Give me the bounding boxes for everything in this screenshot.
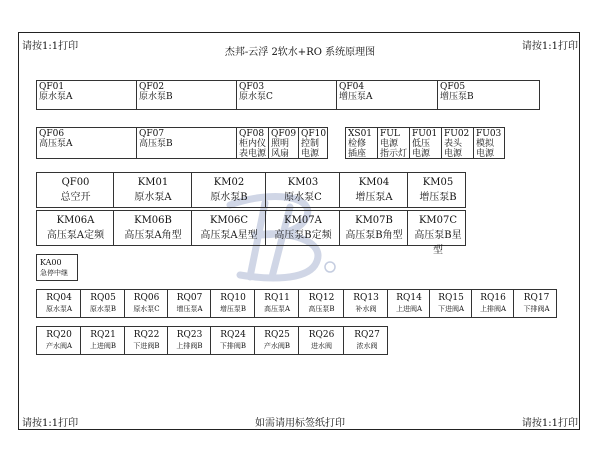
device-name-line2: 指示灯 [380, 149, 408, 159]
device-name: 高压泵B角型 [345, 230, 403, 241]
device-name: 低压 [412, 139, 431, 149]
device-code: KA00 [40, 258, 62, 267]
label-cell [408, 173, 467, 207]
label-cell [430, 290, 472, 317]
device-code: QF04 [339, 82, 365, 92]
device-code: QF03 [239, 82, 265, 92]
device-name: 原水泵A [45, 305, 73, 313]
label-cell [299, 290, 344, 317]
device-name: 增压泵A [339, 92, 373, 102]
device-code: RQ16 [480, 293, 506, 303]
label-cell [168, 290, 211, 317]
label-cell [81, 290, 125, 317]
device-code: RQ04 [46, 293, 72, 303]
device-code: RQ13 [353, 293, 379, 303]
label-cell [337, 81, 438, 109]
label-cell [114, 211, 192, 245]
label-cell [408, 211, 467, 256]
label-cell [37, 128, 137, 158]
label-cell [410, 128, 442, 158]
relay-label-ka00 [36, 254, 78, 281]
label-cell [388, 290, 430, 317]
label-cell [211, 327, 255, 354]
device-name-line2: 风扇 [271, 149, 290, 159]
device-code: RQ26 [308, 330, 335, 340]
device-name: 高压泵A角型 [124, 230, 182, 241]
label-cell [266, 173, 340, 207]
label-cell [438, 81, 541, 109]
label-cell [378, 128, 410, 158]
device-code: RQ05 [90, 293, 116, 303]
label-cell [192, 173, 266, 207]
device-code: RQ06 [133, 293, 160, 303]
device-name: 原水泵C [133, 305, 160, 313]
device-name: 高压泵B [139, 139, 173, 149]
device-code: KM06C [209, 215, 249, 226]
device-name: 原水泵C [284, 192, 322, 203]
device-name: 急停中继 [40, 269, 68, 277]
label-cell [255, 290, 299, 317]
device-code: RQ21 [90, 330, 116, 340]
device-code: RQ17 [523, 293, 550, 303]
device-code: KM04 [358, 177, 390, 188]
device-code: FU01 [412, 129, 438, 139]
label-cell [81, 327, 125, 354]
label-cell [192, 211, 266, 245]
label-cell [211, 290, 255, 317]
label-cell [299, 128, 329, 158]
device-code: RQ27 [354, 330, 380, 340]
device-name: 高压泵B [308, 305, 335, 313]
device-name: 高压泵B定频 [274, 230, 332, 241]
device-name: 上排阀B [176, 342, 203, 350]
label-cell [168, 327, 211, 354]
device-name: 原水泵A [134, 192, 172, 203]
label-cell [266, 211, 340, 245]
device-name: 高压泵A [39, 139, 73, 149]
label-cell [137, 128, 237, 158]
label-cell [299, 327, 344, 354]
device-name: 模拟 [476, 139, 495, 149]
label-cell [346, 128, 378, 158]
label-cell [344, 290, 388, 317]
device-name: 检修 [348, 139, 367, 149]
device-code: KM03 [287, 177, 319, 188]
label-cell [340, 173, 408, 207]
label-cell [340, 211, 408, 245]
device-name: 上排阀A [479, 305, 507, 313]
device-code: RQ22 [133, 330, 160, 340]
label-cell [237, 128, 269, 158]
device-name: 高压泵A定频 [46, 230, 105, 241]
device-name: 增压泵B [419, 192, 457, 203]
device-code: RQ24 [220, 330, 246, 340]
device-name: 上进阀A [395, 305, 423, 313]
label-cell [37, 211, 114, 245]
device-code: RQ25 [264, 330, 290, 340]
device-code: KM06B [134, 215, 172, 226]
device-name-line2: 电源 [444, 149, 463, 159]
terminal-strip-row6 [36, 326, 388, 355]
device-name: 下排阀B [219, 342, 247, 350]
device-name-line2: 电源 [301, 149, 320, 159]
device-name: 浓水阀 [356, 342, 378, 350]
device-code: RQ12 [308, 293, 335, 303]
device-code: QF07 [139, 129, 165, 139]
device-code: QF00 [61, 177, 90, 188]
footer-note: 如需请用标签纸打印 [255, 418, 345, 429]
terminal-strip-row5 [36, 289, 557, 318]
device-name: 产水阀B [263, 342, 291, 350]
label-cell [114, 173, 192, 207]
device-name: 下进阀A [437, 305, 465, 313]
device-name: 高压泵A星型 [200, 230, 258, 241]
device-code: FU02 [444, 129, 470, 139]
device-code: RQ20 [46, 330, 72, 340]
label-cell [255, 327, 299, 354]
device-code: FU03 [476, 129, 502, 139]
device-name: 增压泵A [355, 192, 393, 203]
device-name: 增压泵A [176, 305, 203, 313]
label-cell [472, 290, 514, 317]
page-title: 杰邦-云浮 2软水+RO 系统原理图 [224, 47, 376, 58]
device-name: 下进阀B [133, 342, 160, 350]
device-name: 产水阀A [45, 342, 73, 350]
device-name-line2: 电源 [476, 149, 495, 159]
device-name: 总空开 [60, 192, 91, 203]
device-name: 高压泵B星型 [414, 230, 462, 256]
device-name: 进水阀 [311, 342, 332, 350]
print-label-bottom-right: 请按1:1打印 [521, 418, 578, 429]
device-name: 照明 [271, 139, 290, 149]
device-code: KM07B [355, 215, 393, 226]
device-code: KM06A [56, 215, 95, 226]
label-cell [37, 173, 114, 207]
device-code: KM02 [213, 177, 245, 188]
label-cell [514, 290, 558, 317]
label-cell [442, 128, 474, 158]
label-cell [125, 327, 168, 354]
device-code: KM05 [422, 177, 454, 188]
contactor-strip-row4 [36, 210, 466, 256]
device-code: RQ11 [264, 293, 290, 303]
device-name: 柜内仪 [239, 139, 267, 149]
device-name: 原水泵B [210, 192, 248, 203]
device-code: QF06 [39, 129, 65, 139]
device-name-line2: 电源 [412, 149, 431, 159]
device-code: QF10 [301, 129, 327, 139]
device-code: FUL [380, 129, 400, 139]
device-name-line2: 表电源 [239, 149, 267, 159]
label-cell [237, 81, 337, 109]
fuse-strip-row2 [345, 127, 505, 159]
device-name: 增压泵B [219, 305, 247, 313]
device-code: RQ14 [396, 293, 422, 303]
device-code: QF01 [39, 82, 65, 92]
device-code: RQ15 [438, 293, 464, 303]
device-name: 原水泵C [239, 92, 273, 102]
device-name: 上进阀B [89, 342, 117, 350]
print-label-top-right: 请按1:1打印 [521, 41, 578, 52]
label-cell [37, 81, 137, 109]
breaker-strip-row1 [36, 80, 540, 110]
device-name: 补水阀 [355, 305, 377, 313]
device-name: 下排阀A [523, 305, 550, 313]
device-name: 增压泵B [440, 92, 474, 102]
label-cell [37, 290, 81, 317]
device-code: QF05 [440, 82, 466, 92]
device-code: RQ07 [176, 293, 203, 303]
device-name: 表头 [444, 139, 463, 149]
device-code: RQ23 [176, 330, 203, 340]
label-cell [37, 255, 77, 280]
label-cell [474, 128, 506, 158]
contactor-strip-row3 [36, 172, 466, 208]
device-name: 高压泵A [263, 305, 291, 313]
device-code: XS01 [348, 129, 373, 139]
device-name-line2: 插座 [348, 149, 367, 159]
device-name: 原水泵B [139, 92, 173, 102]
device-code: KM07A [284, 215, 322, 226]
label-cell [137, 81, 237, 109]
device-name: 电源 [380, 139, 399, 149]
device-code: QF08 [239, 129, 265, 139]
label-cell [269, 128, 299, 158]
device-code: KM07C [418, 215, 458, 226]
device-name: 原水泵A [39, 92, 73, 102]
device-code: QF02 [139, 82, 165, 92]
device-code: RQ10 [220, 293, 246, 303]
print-label-top-left: 请按1:1打印 [22, 41, 79, 52]
label-cell [344, 327, 389, 354]
label-cell [37, 327, 81, 354]
print-label-bottom-left: 请按1:1打印 [22, 418, 79, 429]
device-code: KM01 [137, 177, 169, 188]
device-name: 控制 [301, 139, 320, 149]
breaker-strip-row2 [36, 127, 328, 159]
device-code: QF09 [271, 129, 297, 139]
device-name: 原水泵B [89, 305, 117, 313]
label-cell [125, 290, 168, 317]
